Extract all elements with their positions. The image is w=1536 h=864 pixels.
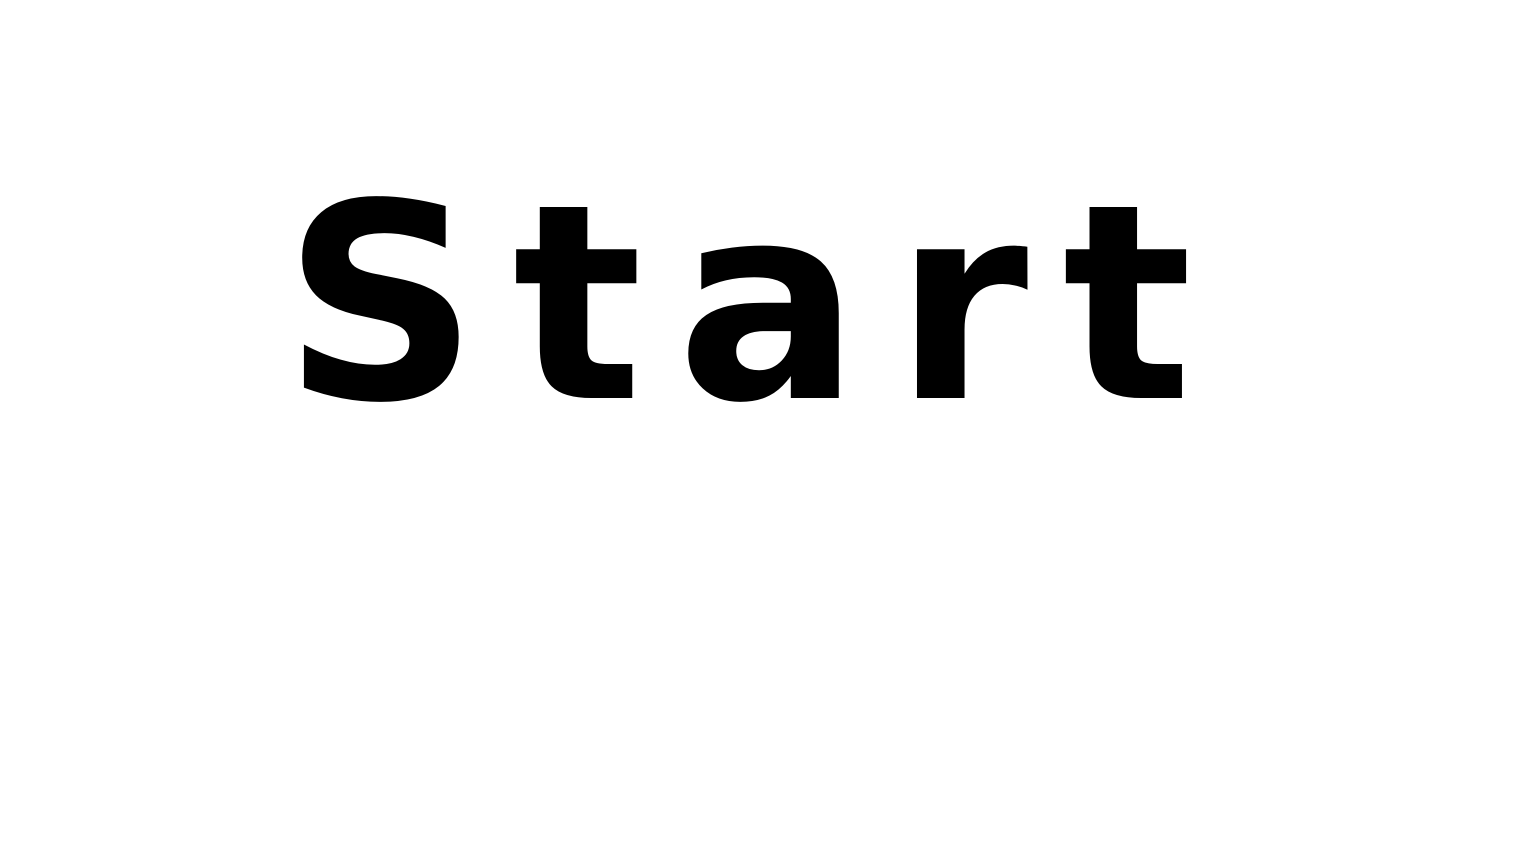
start-button[interactable] — [215, 140, 1260, 470]
start-button-label: Start — [282, 147, 1227, 463]
